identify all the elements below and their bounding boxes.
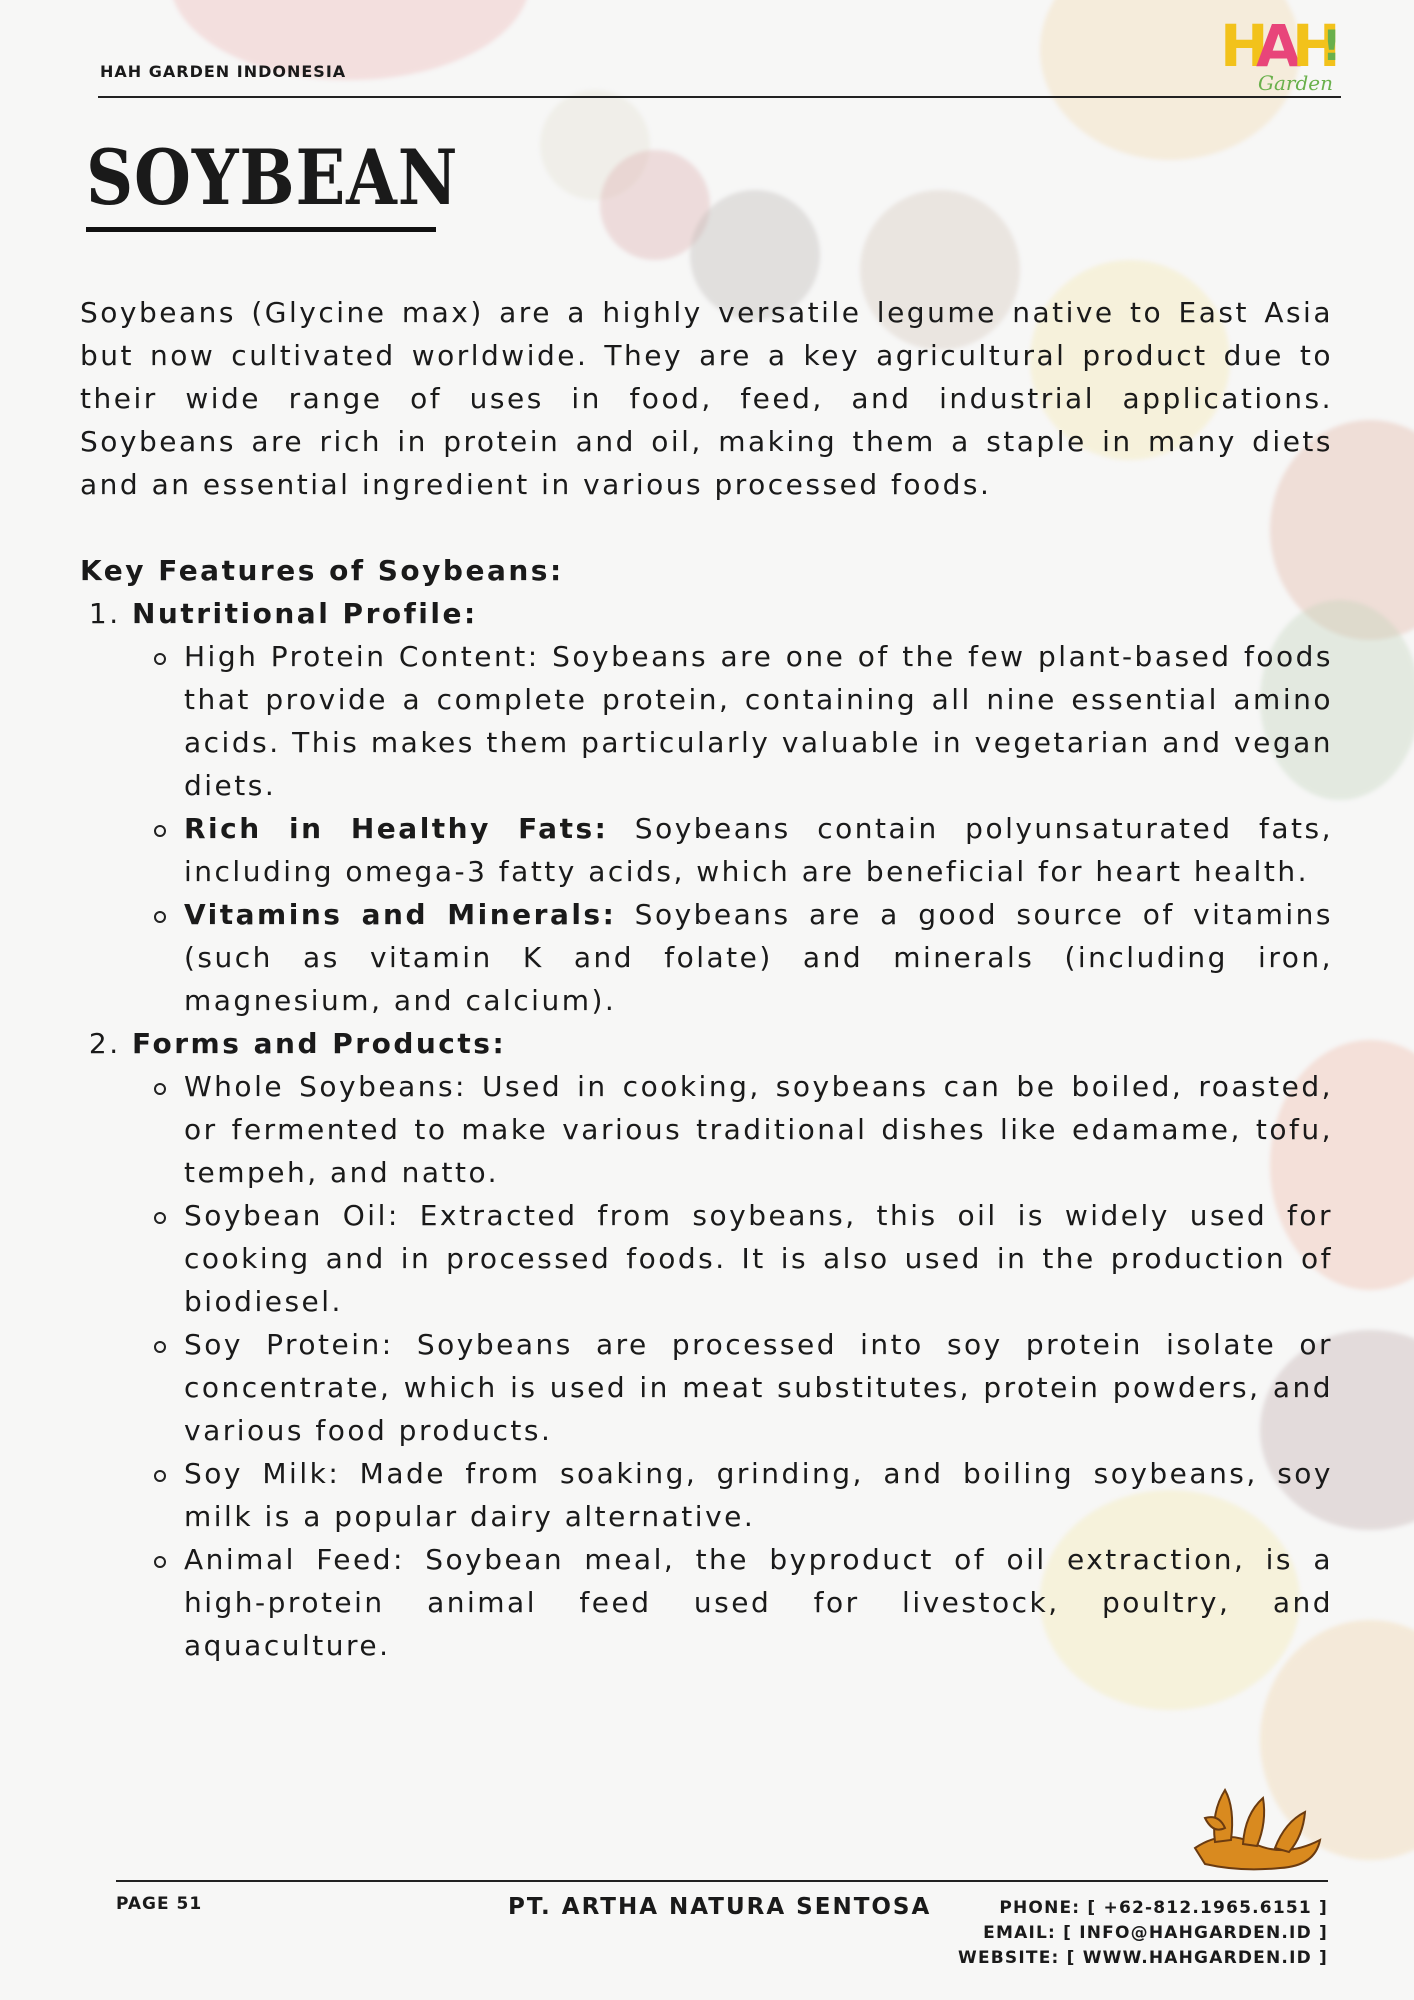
company-name: PT. ARTHA NATURA SENTOSA: [508, 1894, 932, 1920]
page-number: PAGE 51: [116, 1894, 203, 1914]
list-item: Rich in Healthy Fats: Soybeans contain polyunsaturated fats, including omega-3 fatty acids, which are beneficial for heart health.: [184, 807, 1333, 893]
list-item: Vitamins and Minerals: Soybeans are a good source of vitamins (such as vitamin K and folate) and minerals (including iron, magnesium, and calcium).: [184, 893, 1333, 1022]
svg-text:Garden: Garden: [1258, 71, 1333, 94]
list-item: High Protein Content: Soybeans are one of the few plant-based foods that provide a complete protein, containing all nine essential amino acids. This makes them particularly valuable in vegetarian and vegan diets.: [184, 635, 1333, 807]
svg-text:H: H: [1220, 12, 1269, 80]
list-item: Soybean Oil: Extracted from soybeans, this oil is widely used for cooking and in processed foods. It is also used in the production of biodiesel.: [184, 1194, 1333, 1323]
section-title: Forms and Products:: [132, 1027, 507, 1060]
section-title: Nutritional Profile:: [132, 597, 478, 630]
list-item: [132, 1022, 1333, 1667]
list-item: Animal Feed: Soybean meal, the byproduct of oil extraction, is a high-protein animal feed used for livestock, poultry, and aquaculture.: [184, 1538, 1333, 1667]
list-item: Soy Milk: Made from soaking, grinding, and boiling soybeans, soy milk is a popular dairy alternative.: [184, 1452, 1333, 1538]
svg-text:!: [1322, 21, 1338, 70]
brand-logo: [1218, 8, 1338, 94]
main-content: [80, 291, 1333, 1667]
turmeric-illustration: [1185, 1778, 1335, 1878]
intro-paragraph: Soybeans (Glycine max) are a highly versatile legume native to East Asia but now cultivated worldwide. They are a key agricultural product due to their wide range of uses in food, feed, and industrial applications. Soybeans are rich in protein and oil, making them a staple in many diets and an essential ingredient in various processed foods.: [80, 296, 1333, 501]
features-list: [80, 592, 1333, 1667]
features-heading: Key Features of Soybeans:: [80, 554, 564, 587]
header-divider: [98, 96, 1341, 98]
website-text: WEBSITE: [ WWW.HAHGARDEN.ID ]: [958, 1948, 1328, 1968]
title-underline: [86, 227, 436, 232]
header-org-name: HAH GARDEN INDONESIA: [100, 62, 347, 81]
svg-text:A: A: [1256, 12, 1301, 80]
list-item: Soy Protein: Soybeans are processed into soy protein isolate or concentrate, which is used in meat substitutes, protein powders, and various food products.: [184, 1323, 1333, 1452]
page-title: SOYBEAN: [86, 133, 459, 222]
footer-divider: [116, 1880, 1328, 1882]
contact-block: [958, 1896, 1328, 1971]
list-item: [132, 592, 1333, 1022]
phone-text: PHONE: [ +62-812.1965.6151 ]: [999, 1898, 1328, 1918]
list-item: Whole Soybeans: Used in cooking, soybeans can be boiled, roasted, or fermented to make various traditional dishes like edamame, tofu, tempeh, and natto.: [184, 1065, 1333, 1194]
svg-text:H: H: [1292, 12, 1338, 80]
email-text: EMAIL: [ INFO@HAHGARDEN.ID ]: [983, 1923, 1328, 1943]
